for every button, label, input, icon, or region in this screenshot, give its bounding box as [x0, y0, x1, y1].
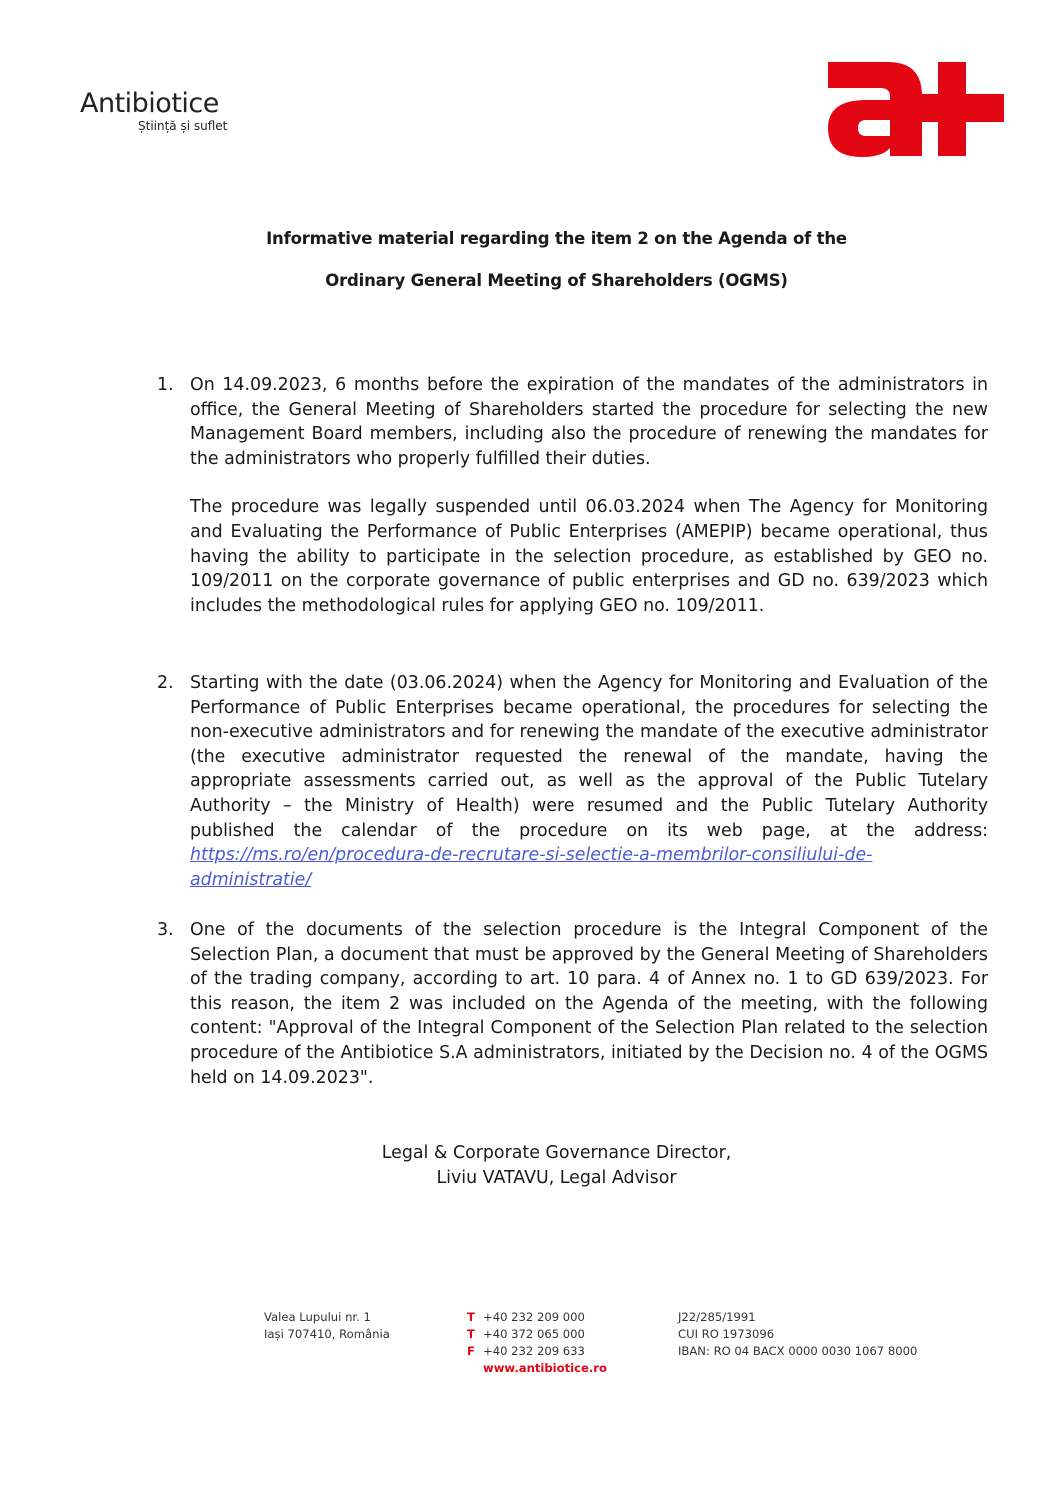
footer-website-link[interactable]: www.antibiotice.ro: [483, 1361, 607, 1375]
footer-address: [264, 1309, 390, 1343]
phone-label: T: [467, 1327, 475, 1341]
footer-registry: J22/285/1991: [678, 1310, 756, 1324]
footer-company-info: [678, 1309, 917, 1360]
footer-contact: [467, 1309, 607, 1377]
company-name: Antibiotice: [80, 88, 219, 119]
footer-fax: +40 232 209 633: [483, 1344, 585, 1358]
item-2-paragraph: [190, 671, 988, 892]
footer-cui: CUI RO 1973096: [678, 1327, 775, 1341]
document-title-line-2: Ordinary General Meeting of Shareholders (OGMS): [325, 271, 788, 290]
item-1-paragraph-1: On 14.09.2023, 6 months before the expiration of the mandates of the administrators in office, the General Meeting of Shareholders started the procedure for selecting the new Management Board members, including also the procedure of renewing the mandates for the administrators who properly fulfilled their duties.: [190, 375, 988, 469]
list-item-number: 3.: [157, 920, 174, 940]
footer-iban: IBAN: RO 04 BACX 0000 0030 1067 8000: [678, 1344, 918, 1358]
item-1-paragraph-2: The procedure was legally suspended until 06.03.2024 when The Agency for Monitoring and Evaluating the Performance of Public Enterprises (AMEPIP) became operational, thus having the ability to participate in the selection procedure, as established by GEO no. 109/2011 on the corporate governance of public enterprises and GD no. 639/2023 which includes the methodological rules for applying GEO no. 109/2011.: [190, 497, 988, 616]
logo-letter-a: [828, 62, 922, 157]
footer-phone-2: +40 372 065 000: [483, 1327, 585, 1341]
fax-label: F: [467, 1344, 475, 1358]
list-item-3: [150, 918, 988, 1090]
item-2-text: Starting with the date (03.06.2024) when the Agency for Monitoring and Evaluation of the Performance of Public Enterprises became operational, the procedures for selecting the non-executive administrators and for renewing the mandate of the executive administrator (the executive administrator requested the renewal of the mandate, having the appropriate assessments carried out, as well as the approval of the Public Tutelary Authority – the Ministry of Health) were resumed and the Public Tutelary Authority published the calendar of the procedure on its web page, at the address:: [190, 673, 988, 841]
company-brand: [80, 88, 280, 133]
footer-address-line-1: Valea Lupului nr. 1: [264, 1310, 371, 1324]
company-tagline: Știință și suflet: [138, 119, 228, 133]
list-item-1: [150, 373, 988, 618]
signature-block: [0, 1141, 1059, 1191]
list-item-number: 2.: [157, 673, 174, 693]
signature-role: Legal & Corporate Governance Director,: [381, 1143, 732, 1163]
signature-name: Liviu VATAVU, Legal Advisor: [436, 1168, 677, 1188]
footer-address-line-2: Iași 707410, România: [264, 1327, 390, 1341]
procedure-calendar-link[interactable]: https://ms.ro/en/procedura-de-recrutare-si-selectie-a-membrilor-consiliului-de-administratie/: [190, 845, 873, 890]
a-plus-logo-icon: [826, 58, 1006, 158]
list-item-number: 1.: [157, 375, 174, 395]
document-title-line-1: Informative material regarding the item 2 on the Agenda of the: [266, 229, 847, 248]
list-item-2: [150, 671, 988, 892]
item-3-paragraph: One of the documents of the selection procedure is the Integral Component of the Selection Plan, a document that must be approved by the General Meeting of Shareholders of the trading company, according to art. 10 para. 4 of Annex no. 1 to GD 639/2023. For this reason, the item 2 was included on the Agenda of the meeting, with the following content: "Approval of the Integral Component of the Selection Plan related to the selection procedure of the Antibiotice S.A administrators, initiated by the Decision no. 4 of the OGMS held on 14.09.2023".: [190, 920, 988, 1088]
logo-plus-horizontal: [910, 94, 1004, 122]
footer-phone-1: +40 232 209 000: [483, 1310, 585, 1324]
phone-label: T: [467, 1310, 475, 1324]
